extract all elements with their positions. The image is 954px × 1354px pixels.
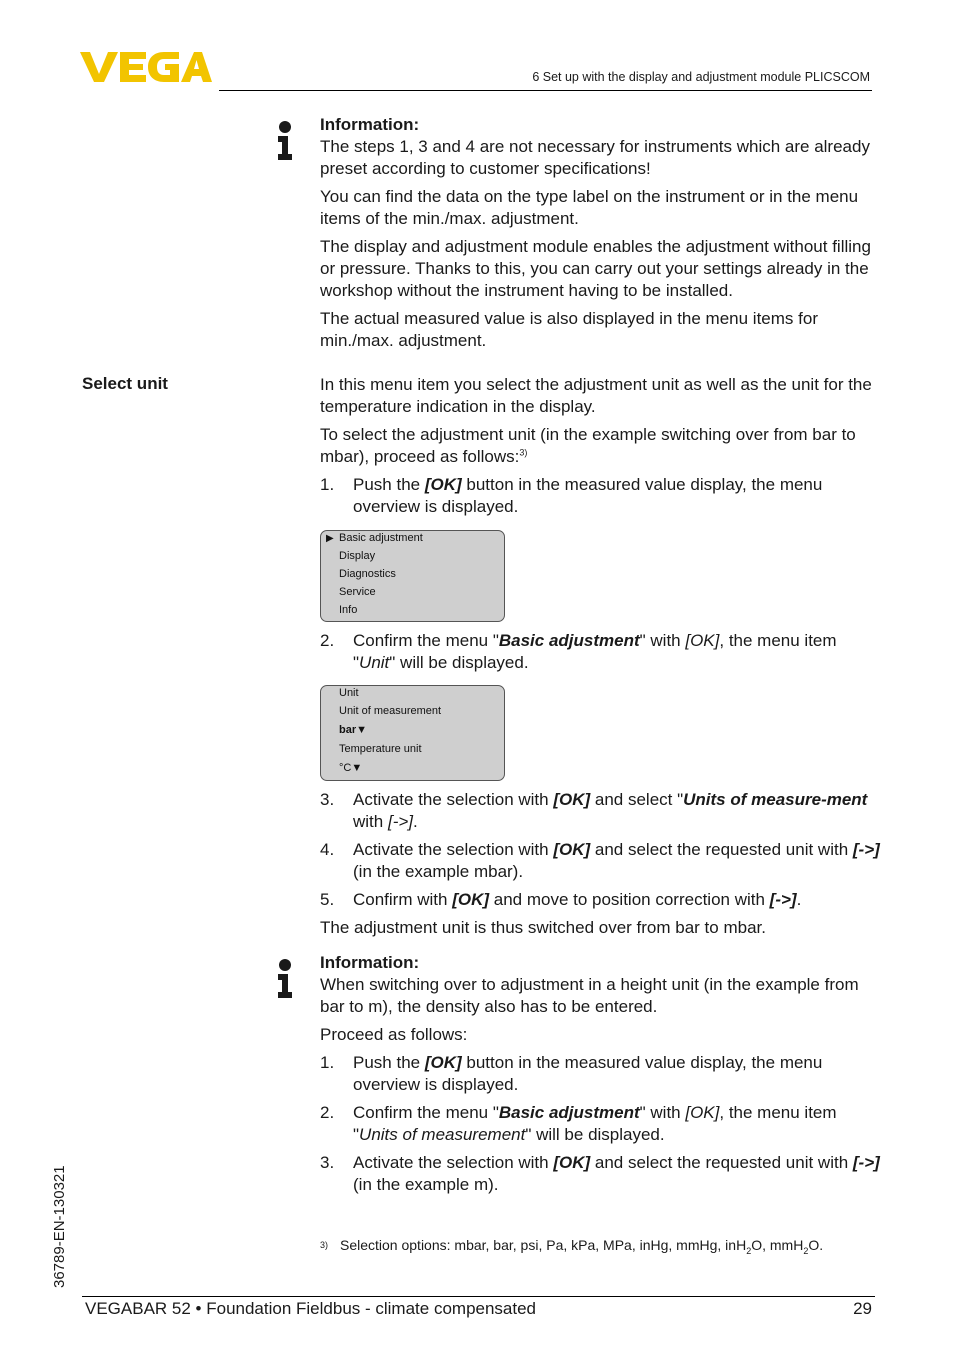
dropdown-arrow-icon: ▼ (356, 724, 368, 736)
steps-3-to-5 (320, 789, 880, 945)
steps-list (320, 474, 880, 518)
info-block-1 (320, 114, 880, 358)
menu-item-info[interactable]: Info (339, 604, 358, 616)
menu-item-diagnostics[interactable]: Diagnostics (339, 568, 396, 580)
section-heading-select-unit: Select unit (82, 374, 168, 393)
step-item: 2. Confirm the menu "Basic adjustment" with [OK], the menu item "Units of measurement" will be displayed. (320, 1103, 837, 1144)
footnote-text: Selection options: mbar, bar, psi, Pa, kPa, MPa, inHg, mmHg, inH$_2$O, mmH$_2$O. (340, 1237, 824, 1256)
footer-title: VEGABAR 52 • Foundation Fieldbus - climate compensated (85, 1299, 537, 1318)
result-paragraph: The adjustment unit is thus switched over from bar to mbar. (320, 918, 766, 937)
step-item: 2. Confirm the menu "Basic adjustment" with [OK], the menu item "Unit" will be displayed. (320, 631, 837, 672)
info-paragraph: The steps 1, 3 and 4 are not necessary for instruments which are already preset according to customer specifications! (320, 137, 870, 178)
page-number: 29 (853, 1299, 872, 1318)
info-block-2 (320, 952, 880, 1202)
info-paragraph: When switching over to adjustment in a height unit (in the example from bar to m), the density also has to be entered. (320, 975, 859, 1016)
step-item: 3. Activate the selection with [OK] and select "Units of measure-ment with [->]. (320, 790, 868, 831)
temperature-unit-select[interactable]: °C▼ (339, 762, 363, 774)
step-item: 1. Push the [OK] button in the measured value display, the menu overview is displayed. (320, 475, 823, 516)
menu-item-basic-adjustment[interactable]: Basic adjustment (339, 532, 423, 544)
unit-panel-title: Unit (339, 687, 359, 699)
info-title: Information: (320, 115, 420, 134)
proceed-paragraph: To select the adjustment unit (in the example switching over from bar to mbar), proceed as follows:$^{3)}$ (320, 425, 856, 466)
step-item: 4. Activate the selection with [OK] and select the requested unit with [->] (in the example mbar). (320, 840, 880, 881)
cursor-arrow-icon: ▶ (326, 533, 334, 544)
header-rule (219, 90, 872, 91)
unit-of-measurement-label: Unit of measurement (339, 705, 442, 717)
menu-item-display[interactable]: Display (339, 550, 376, 562)
menu-overview-display (320, 530, 505, 622)
step-item: 5. Confirm with [OK] and move to position correction with [->]. (320, 890, 802, 909)
info-paragraph: The actual measured value is also displayed in the menu items for min./max. adjustment. (320, 309, 818, 350)
step-2-block (320, 630, 880, 680)
proceed-paragraph: Proceed as follows: (320, 1025, 468, 1044)
header-section-title: 6 Set up with the display and adjustment module PLICSCOM (532, 70, 870, 84)
info-paragraph: You can find the data on the type label on the instrument or in the menu items of the min./max. adjustment. (320, 187, 859, 228)
temperature-unit-label: Temperature unit (339, 743, 422, 755)
information-icon (275, 958, 295, 998)
menu-item-service[interactable]: Service (339, 586, 376, 598)
select-unit-intro (320, 374, 880, 524)
footnote (320, 1234, 860, 1256)
info-title: Information: (320, 953, 420, 972)
step-item: 1. Push the [OK] button in the measured value display, the menu overview is displayed. (320, 1053, 823, 1094)
step-item: 3. Activate the selection with [OK] and select the requested unit with [->] (in the example m). (320, 1153, 880, 1194)
footer-rule (82, 1296, 875, 1297)
unit-of-measurement-select[interactable]: bar▼ (339, 724, 368, 736)
vega-logo (80, 50, 212, 84)
unit-display (320, 685, 505, 781)
footnote-ref[interactable]: 3) (519, 447, 528, 458)
document-number: 36789-EN-130321 (51, 1165, 68, 1288)
information-icon (275, 120, 295, 160)
dropdown-arrow-icon: ▼ (351, 762, 363, 774)
footnote-mark: 3) (320, 1240, 329, 1250)
intro-paragraph: In this menu item you select the adjustment unit as well as the unit for the temperature indication in the display. (320, 375, 872, 416)
info-paragraph: The display and adjustment module enables the adjustment without filling or pressure. Thanks to this, you can carry out your settings already in the workshop without the instrument having to be installed. (320, 237, 871, 300)
